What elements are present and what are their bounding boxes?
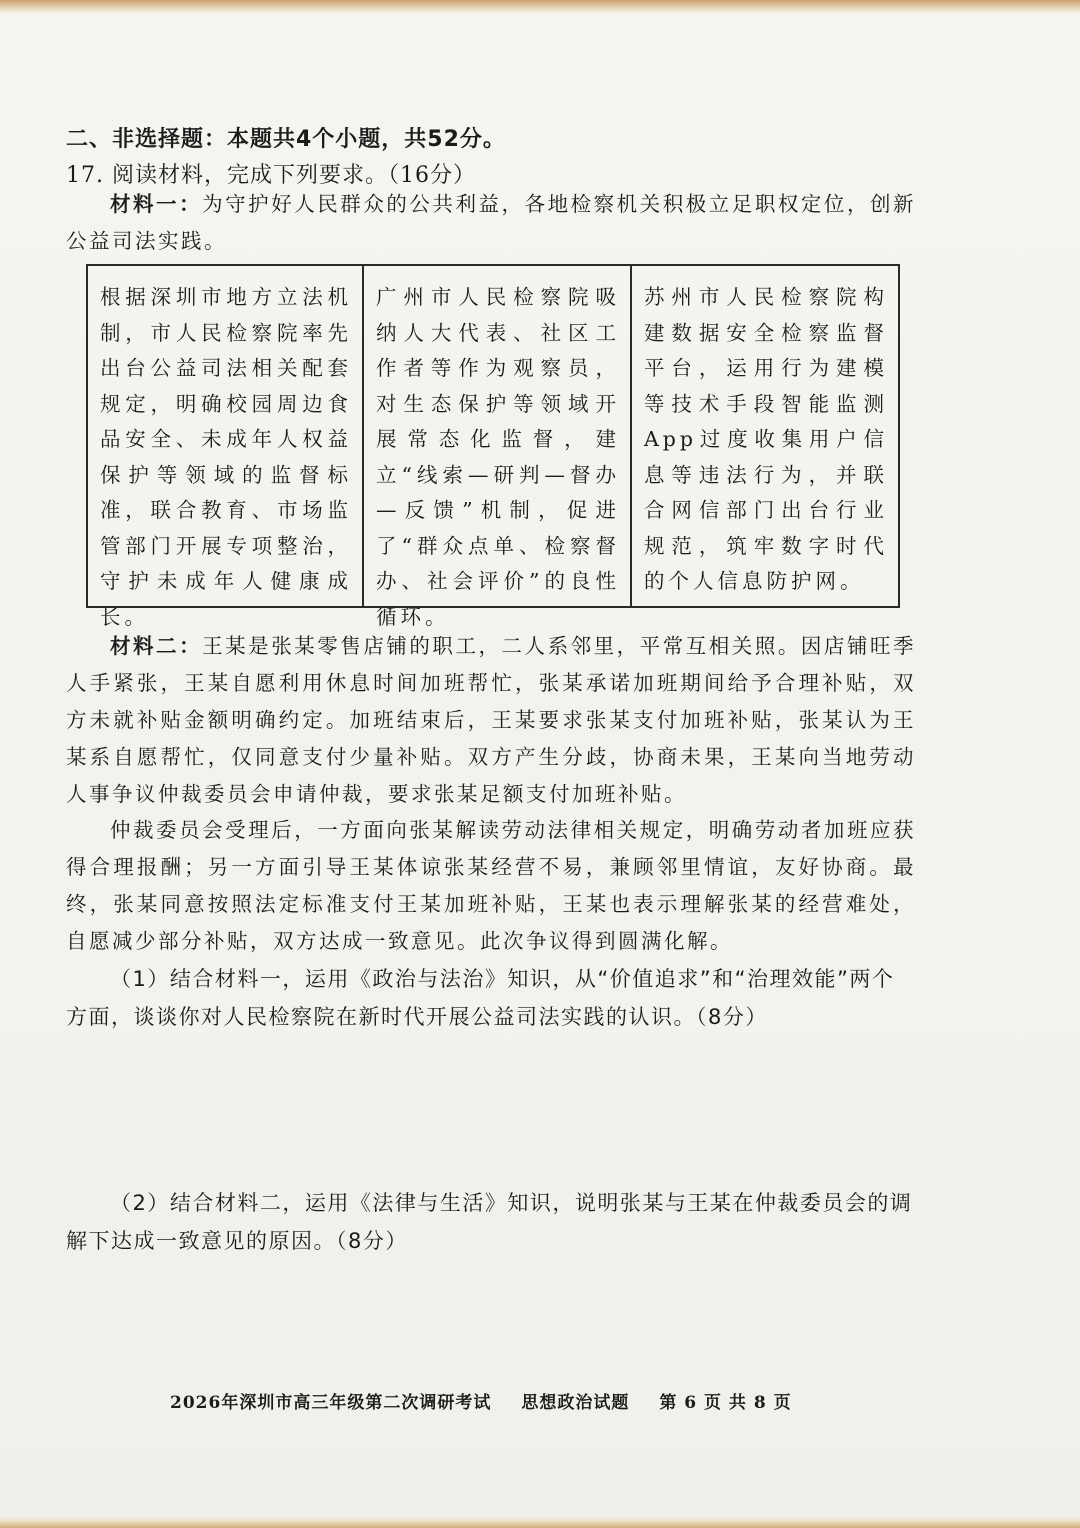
subquestion-1: （1）结合材料一，运用《政治与法治》知识，从“价值追求”和“治理效能”两个方面，谈谈你对人民检察院在新时代开展公益司法实践的认识。（8分） (66, 967, 895, 1029)
question-line (66, 158, 476, 189)
material1-table (86, 264, 900, 629)
footer-exam-title: 2026年深圳市高三年级第二次调研考试 (170, 1393, 492, 1413)
subquestion-2: （2）结合材料二，运用《法律与生活》知识，说明张某与王某在仲裁委员会的调解下达成一致意见的原因。（8分） (66, 1191, 913, 1253)
material2-paragraph-1 (66, 628, 916, 813)
footer-subject: 思想政治试题 (521, 1393, 630, 1413)
material1-intro (66, 186, 916, 260)
material1-intro-text: 为守护好人民群众的公共利益，各地检察机关积极立足职权定位，创新公益司法实践。 (66, 192, 917, 253)
section-heading: 二、非选择题：本题共4个小题，共52分。 (66, 127, 506, 152)
footer-page-number: 第 6 页 共 8 页 (659, 1393, 792, 1413)
material1-cell-shenzhen: 根据深圳市地方立法机制，市人民检察院率先出台公益司法相关配套规定，明确校园周边食品安全、未成年人权益保护等领域的监督标准，联合教育、市场监管部门开展专项整治，守护未成年人健康成长。 (100, 285, 352, 629)
paper-top-edge (0, 0, 1080, 14)
material2-p1-text: 王某是张某零售店铺的职工，二人系邻里，平常互相关照。因店铺旺季人手紧张，王某自愿利用休息时间加班帮忙，张某承诺加班期间给予合理补贴，双方未就补贴金额明确约定。加班结束后，王某要求张某支付加班补贴，张某认为王某系自愿帮忙，仅同意支付少量补贴。双方产生分歧，协商未果，王某向当地劳动人事争议仲裁委员会申请仲裁，要求张某足额支付加班补贴。 (66, 634, 917, 806)
paper-bottom-edge (0, 1516, 1080, 1528)
question-number: 17. (66, 163, 104, 188)
material1-cell-guangzhou: 广州市人民检察院吸纳人大代表、社区工作者等作为观察员，对生态保护等领域开展常态化监督，建立“线索—研判—督办—反馈”机制，促进了“群众点单、检察督办、社会评价”的良性循环。 (362, 266, 630, 606)
question-instruction: 阅读材料，完成下列要求。（16分） (112, 163, 476, 188)
material2-paragraph-2: 仲裁委员会受理后，一方面向张某解读劳动法律相关规定，明确劳动者加班应获得合理报酬；另一方面引导王某体谅张某经营不易，兼顾邻里情谊，友好协商。最终，张某同意按照法定标准支付王某加班补贴，王某也表示理解张某的经营难处，自愿减少部分补贴，双方达成一致意见。此次争议得到圆满化解。 (66, 818, 916, 953)
material1-cell-suzhou: 苏州市人民检察院构建数据安全检察监督平台，运用行为建模等技术手段智能监测App过度收集用户信息等违法行为，并联合网信部门出台行业规范，筑牢数字时代的个人信息防护网。 (630, 266, 898, 606)
material1-label: 材料一： (110, 192, 203, 216)
material2-label: 材料二： (110, 634, 203, 658)
page-footer (170, 1388, 910, 1413)
